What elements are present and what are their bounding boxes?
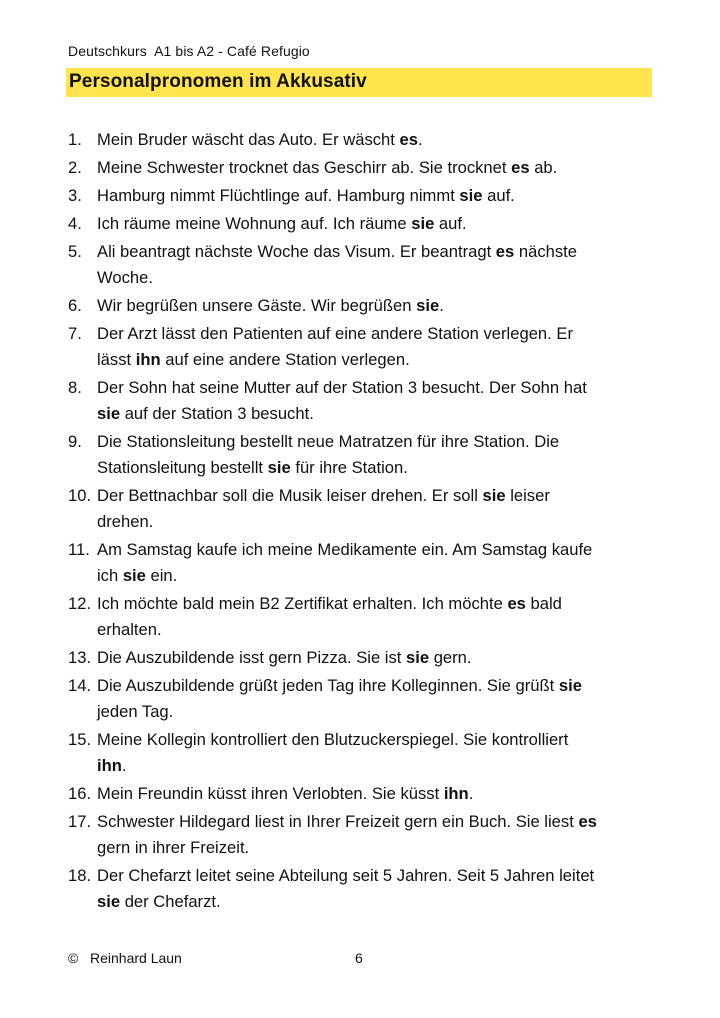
sentence-text: gern. — [429, 648, 472, 667]
exercise-line — [97, 483, 652, 509]
pronoun-answer: ihn — [135, 350, 161, 369]
sentence-text: für ihre Station. — [290, 458, 408, 477]
exercise-list — [68, 127, 652, 917]
exercise-line — [97, 809, 652, 835]
sentence-text: Meine Kollegin kontrolliert den Blutzuckerspiegel. Sie kontrolliert — [97, 730, 569, 749]
sentence-text: gern in ihrer Freizeit. — [97, 838, 250, 857]
sentence-text: Meine Schwester trocknet das Geschirr ab. Sie trocknet — [97, 158, 512, 177]
exercise-number: 8. — [68, 378, 82, 397]
course-header: Deutschkurs A1 bis A2 - Café Refugio — [68, 43, 310, 59]
footer-page-number: 6 — [355, 950, 363, 966]
sentence-text: Wir begrüßen unsere Gäste. Wir begrüßen — [97, 296, 417, 315]
exercise-item — [68, 155, 652, 181]
exercise-number: 2. — [68, 158, 82, 177]
sentence-text: bald — [525, 594, 562, 613]
sentence-text: ein. — [145, 566, 178, 585]
pronoun-answer: sie — [122, 566, 146, 585]
pronoun-answer: sie — [411, 214, 435, 233]
pronoun-answer: ihn — [97, 756, 122, 775]
exercise-line — [97, 645, 652, 671]
exercise-number: 14. — [68, 676, 92, 695]
exercise-line — [97, 155, 652, 181]
sentence-text: Woche. — [97, 268, 153, 287]
exercise-number: 18. — [68, 866, 92, 885]
pronoun-answer: ihn — [443, 784, 469, 803]
exercise-item — [68, 321, 652, 373]
exercise-line — [97, 509, 652, 535]
exercise-line — [97, 127, 652, 153]
sentence-text: Am Samstag kaufe ich meine Medikamente ein. Am Samstag kaufe — [97, 540, 593, 559]
exercise-item — [68, 293, 652, 319]
sentence-text: Stationsleitung bestellt — [97, 458, 268, 477]
exercise-number: 9. — [68, 432, 82, 451]
footer-copyright: © Reinhard Laun — [68, 950, 182, 966]
sentence-text: Der Bettnachbar soll die Musik leiser drehen. Er soll — [97, 486, 483, 505]
exercise-line — [97, 673, 652, 699]
sentence-text: drehen. — [97, 512, 154, 531]
exercise-item — [68, 673, 652, 725]
sentence-text: Der Chefarzt leitet seine Abteilung seit 5 Jahren. Seit 5 Jahren leitet — [97, 866, 595, 885]
sentence-text: auf. — [482, 186, 515, 205]
exercise-item — [68, 809, 652, 861]
exercise-line — [97, 211, 652, 237]
title-highlight — [66, 68, 652, 97]
exercise-line — [97, 347, 652, 373]
sentence-text: Die Stationsleitung bestellt neue Matratzen für ihre Station. Die — [97, 432, 560, 451]
exercise-item — [68, 183, 652, 209]
exercise-number: 13. — [68, 648, 92, 667]
pronoun-answer: sie — [97, 404, 121, 423]
sentence-text: . — [468, 784, 474, 803]
pronoun-answer: sie — [558, 676, 582, 695]
sentence-text: . — [439, 296, 444, 315]
sentence-text: Die Auszubildende grüßt jeden Tag ihre Kolleginnen. Sie grüßt — [97, 676, 559, 695]
sentence-text: Ich möchte bald mein B2 Zertifikat erhalten. Ich möchte — [97, 594, 508, 613]
sentence-text: . — [121, 756, 127, 775]
pronoun-answer: es — [495, 242, 515, 261]
sentence-text: auf eine andere Station verlegen. — [160, 350, 410, 369]
pronoun-answer: es — [399, 130, 418, 149]
exercise-number: 7. — [68, 324, 82, 343]
exercise-item — [68, 591, 652, 643]
pronoun-answer: es — [511, 158, 530, 177]
exercise-line — [97, 863, 652, 889]
exercise-item — [68, 483, 652, 535]
sentence-text: nächste — [514, 242, 577, 261]
exercise-number: 4. — [68, 214, 82, 233]
exercise-line — [97, 699, 652, 725]
exercise-item — [68, 211, 652, 237]
exercise-line — [97, 727, 652, 753]
exercise-number: 15. — [68, 730, 92, 749]
sentence-text: leiser — [505, 486, 550, 505]
exercise-line — [97, 321, 652, 347]
pronoun-answer: sie — [459, 186, 483, 205]
exercise-line — [97, 293, 652, 319]
exercise-number: 10. — [68, 486, 92, 505]
exercise-line — [97, 591, 652, 617]
exercise-item — [68, 239, 652, 291]
exercise-number: 6. — [68, 296, 82, 315]
exercise-line — [97, 563, 652, 589]
exercise-line — [97, 455, 652, 481]
page-title: Personalpronomen im Akkusativ — [69, 71, 367, 92]
sentence-text: . — [417, 130, 423, 149]
exercise-number: 17. — [68, 812, 92, 831]
exercise-number: 11. — [68, 540, 90, 559]
exercise-item — [68, 727, 652, 779]
pronoun-answer: sie — [416, 296, 440, 315]
sentence-text: Ich räume meine Wohnung auf. Ich räume — [97, 214, 412, 233]
sentence-text: ich — [97, 566, 123, 585]
pronoun-answer: sie — [267, 458, 291, 477]
pronoun-answer: sie — [482, 486, 506, 505]
exercise-line — [97, 375, 652, 401]
sentence-text: Mein Bruder wäscht das Auto. Er wäscht — [97, 130, 400, 149]
exercise-item — [68, 375, 652, 427]
sentence-text: Hamburg nimmt Flüchtlinge auf. Hamburg nimmt — [97, 186, 460, 205]
pronoun-answer: sie — [406, 648, 430, 667]
exercise-item — [68, 781, 652, 807]
sentence-text: Schwester Hildegard liest in Ihrer Freizeit gern ein Buch. Sie liest — [97, 812, 579, 831]
pronoun-answer: sie — [97, 892, 121, 911]
sentence-text: Mein Freundin küsst ihren Verlobten. Sie küsst — [97, 784, 444, 803]
exercise-number: 16. — [68, 784, 92, 803]
exercise-item — [68, 863, 652, 915]
sentence-text: auf der Station 3 besucht. — [120, 404, 314, 423]
exercise-line — [97, 429, 652, 455]
exercise-line — [97, 753, 652, 779]
exercise-line — [97, 617, 652, 643]
exercise-line — [97, 781, 652, 807]
exercise-line — [97, 889, 652, 915]
exercise-line — [97, 537, 652, 563]
sentence-text: jeden Tag. — [97, 702, 174, 721]
exercise-number: 3. — [68, 186, 82, 205]
sentence-text: auf. — [434, 214, 467, 233]
sentence-text: ab. — [529, 158, 558, 177]
exercise-line — [97, 239, 652, 265]
sentence-text: lässt — [97, 350, 136, 369]
sentence-text: Ali beantragt nächste Woche das Visum. Er beantragt — [97, 242, 496, 261]
exercise-line — [97, 265, 652, 291]
sentence-text: Die Auszubildende isst gern Pizza. Sie ist — [97, 648, 406, 667]
exercise-line — [97, 183, 652, 209]
pronoun-answer: es — [507, 594, 526, 613]
exercise-item — [68, 645, 652, 671]
sentence-text: erhalten. — [97, 620, 162, 639]
exercise-number: 1. — [68, 130, 82, 149]
exercise-item — [68, 537, 652, 589]
exercise-line — [97, 401, 652, 427]
exercise-line — [97, 835, 652, 861]
exercise-number: 12. — [68, 594, 92, 613]
sentence-text: der Chefarzt. — [120, 892, 221, 911]
exercise-item — [68, 429, 652, 481]
exercise-number: 5. — [68, 242, 82, 261]
sentence-text: Der Arzt lässt den Patienten auf eine andere Station verlegen. Er — [97, 324, 573, 343]
pronoun-answer: es — [578, 812, 597, 831]
exercise-item — [68, 127, 652, 153]
sentence-text: Der Sohn hat seine Mutter auf der Station 3 besucht. Der Sohn hat — [97, 378, 587, 397]
